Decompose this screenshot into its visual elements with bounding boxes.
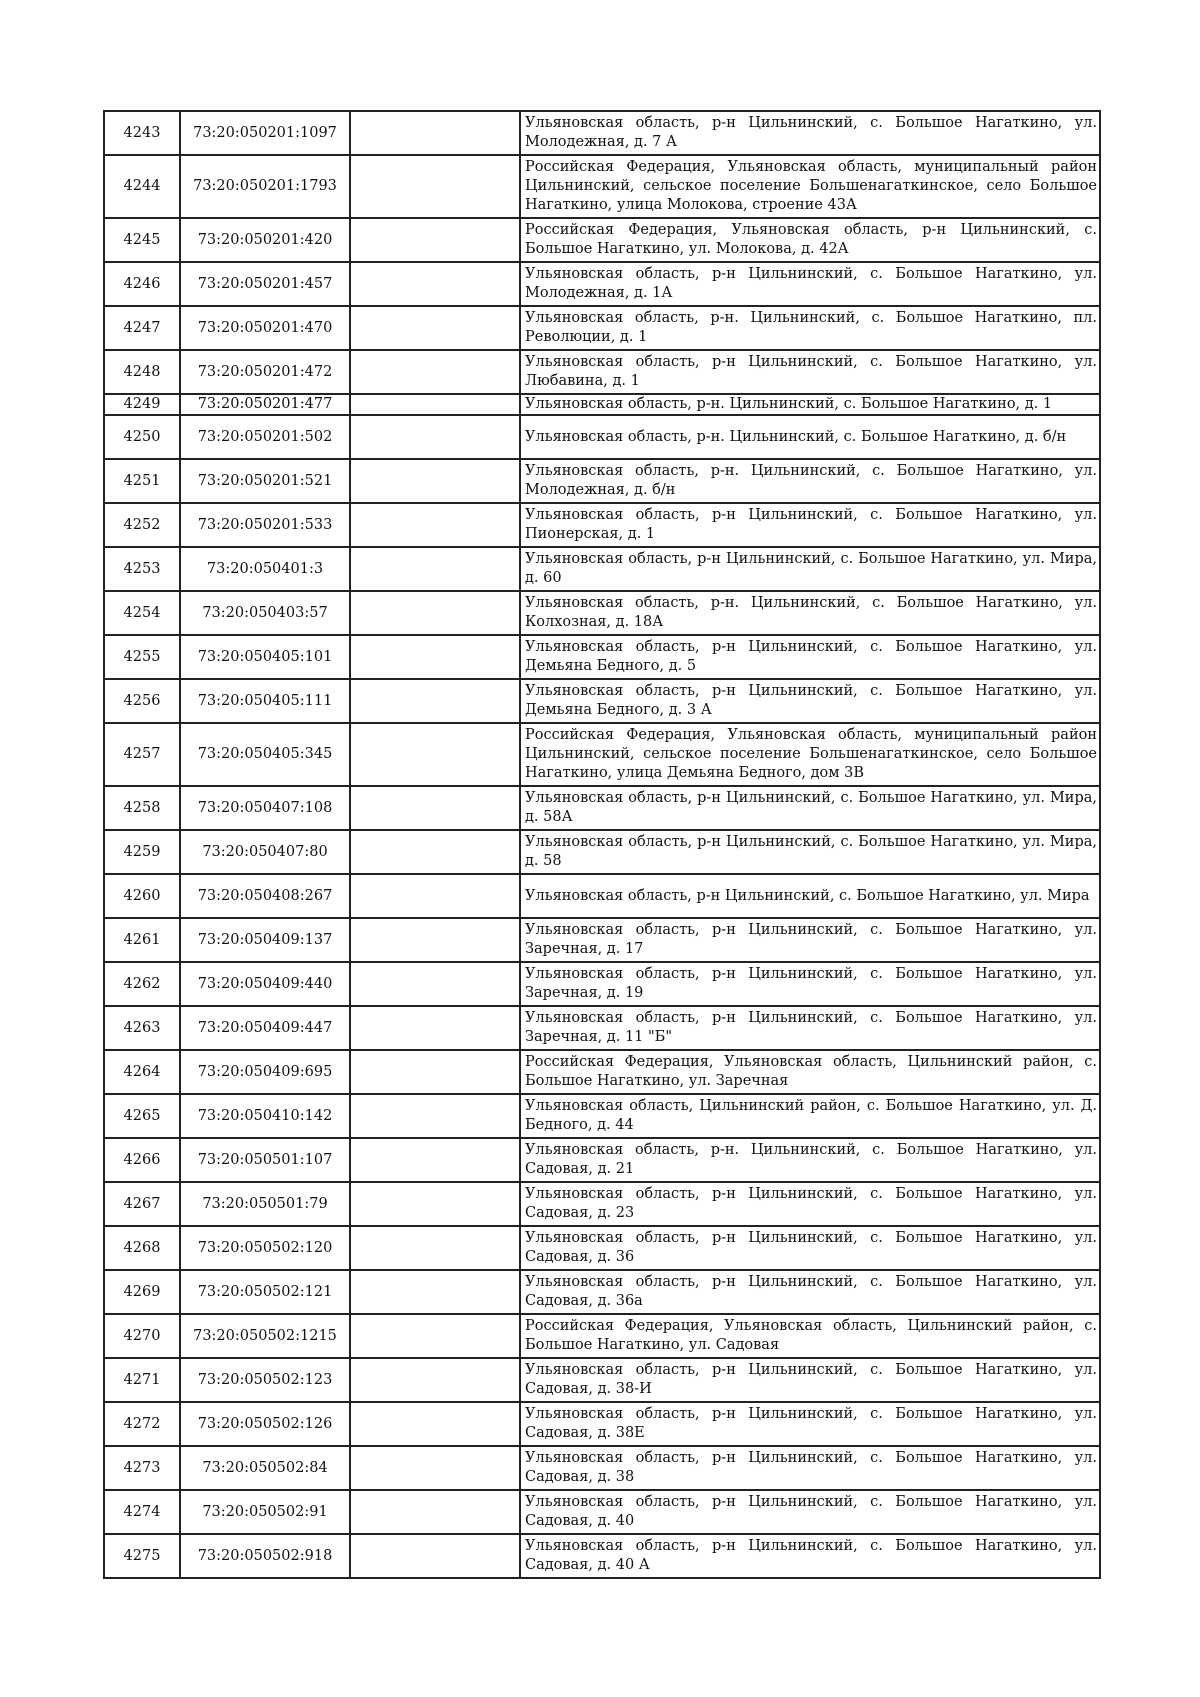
address-cell: Ульяновская область, р-н Цильнинский, с. Большое Нагаткино, ул. Заречная, д. 19 — [520, 962, 1100, 1006]
cadastral-number-cell: 73:20:050409:695 — [180, 1050, 350, 1094]
address-cell: Ульяновская область, р-н Цильнинский, с. Большое Нагаткино, ул. Мира — [520, 874, 1100, 918]
row-number-cell: 4266 — [104, 1138, 180, 1182]
cadastral-number-cell: 73:20:050502:84 — [180, 1446, 350, 1490]
empty-cell — [350, 962, 520, 1006]
cadastral-number-cell: 73:20:050409:447 — [180, 1006, 350, 1050]
table-row — [104, 155, 1100, 218]
table-row — [104, 1270, 1100, 1314]
table-row — [104, 1138, 1100, 1182]
empty-cell — [350, 1358, 520, 1402]
empty-cell — [350, 503, 520, 547]
empty-cell — [350, 547, 520, 591]
table-row — [104, 415, 1100, 459]
address-cell: Ульяновская область, р-н Цильнинский, с. Большое Нагаткино, ул. Заречная, д. 17 — [520, 918, 1100, 962]
address-cell: Ульяновская область, р-н Цильнинский, с. Большое Нагаткино, ул. Демьяна Бедного, д. 3 А — [520, 679, 1100, 723]
address-cell: Ульяновская область, р-н Цильнинский, с. Большое Нагаткино, ул. Садовая, д. 23 — [520, 1182, 1100, 1226]
address-cell: Российская Федерация, Ульяновская область, Цильнинский район, с. Большое Нагаткино, ул. Заречная — [520, 1050, 1100, 1094]
table-row — [104, 786, 1100, 830]
empty-cell — [350, 1138, 520, 1182]
property-registry-table — [103, 110, 1101, 1579]
cadastral-number-cell: 73:20:050201:472 — [180, 350, 350, 394]
empty-cell — [350, 1226, 520, 1270]
row-number-cell: 4271 — [104, 1358, 180, 1402]
table-row — [104, 218, 1100, 262]
empty-cell — [350, 1094, 520, 1138]
row-number-cell: 4243 — [104, 111, 180, 155]
table-row — [104, 723, 1100, 786]
table-row — [104, 1182, 1100, 1226]
table-row — [104, 1534, 1100, 1578]
empty-cell — [350, 723, 520, 786]
empty-cell — [350, 679, 520, 723]
cadastral-number-cell: 73:20:050401:3 — [180, 547, 350, 591]
table-row — [104, 679, 1100, 723]
row-number-cell: 4275 — [104, 1534, 180, 1578]
table-row — [104, 1314, 1100, 1358]
row-number-cell: 4264 — [104, 1050, 180, 1094]
cadastral-number-cell: 73:20:050410:142 — [180, 1094, 350, 1138]
table-row — [104, 1050, 1100, 1094]
cadastral-number-cell: 73:20:050405:111 — [180, 679, 350, 723]
table-row — [104, 1094, 1100, 1138]
cadastral-number-cell: 73:20:050501:79 — [180, 1182, 350, 1226]
cadastral-number-cell: 73:20:050201:521 — [180, 459, 350, 503]
empty-cell — [350, 1446, 520, 1490]
row-number-cell: 4274 — [104, 1490, 180, 1534]
address-cell: Ульяновская область, р-н Цильнинский, с. Большое Нагаткино, ул. Садовая, д. 38 — [520, 1446, 1100, 1490]
empty-cell — [350, 1270, 520, 1314]
cadastral-number-cell: 73:20:050201:420 — [180, 218, 350, 262]
row-number-cell: 4258 — [104, 786, 180, 830]
registry-table-body — [104, 111, 1100, 1578]
empty-cell — [350, 350, 520, 394]
table-row — [104, 635, 1100, 679]
cadastral-number-cell: 73:20:050502:91 — [180, 1490, 350, 1534]
table-row — [104, 1006, 1100, 1050]
address-cell: Ульяновская область, Цильнинский район, с. Большое Нагаткино, ул. Д. Бедного, д. 44 — [520, 1094, 1100, 1138]
address-cell: Ульяновская область, р-н Цильнинский, с. Большое Нагаткино, ул. Демьяна Бедного, д. 5 — [520, 635, 1100, 679]
address-cell: Российская Федерация, Ульяновская область, р-н Цильнинский, с. Большое Нагаткино, ул. Молокова, д. 42А — [520, 218, 1100, 262]
row-number-cell: 4252 — [104, 503, 180, 547]
table-row — [104, 306, 1100, 350]
row-number-cell: 4247 — [104, 306, 180, 350]
row-number-cell: 4254 — [104, 591, 180, 635]
cadastral-number-cell: 73:20:050201:470 — [180, 306, 350, 350]
empty-cell — [350, 1006, 520, 1050]
cadastral-number-cell: 73:20:050502:120 — [180, 1226, 350, 1270]
row-number-cell: 4265 — [104, 1094, 180, 1138]
row-number-cell: 4251 — [104, 459, 180, 503]
address-cell: Российская Федерация, Ульяновская область, муниципальный район Цильнинский, сельское поселение Большенагаткинское, село Большое Нагаткино, улица Демьяна Бедного, дом 3В — [520, 723, 1100, 786]
empty-cell — [350, 155, 520, 218]
address-cell: Ульяновская область, р-н Цильнинский, с. Большое Нагаткино, ул. Мира, д. 60 — [520, 547, 1100, 591]
empty-cell — [350, 459, 520, 503]
address-cell: Ульяновская область, р-н. Цильнинский, с. Большое Нагаткино, ул. Колхозная, д. 18А — [520, 591, 1100, 635]
row-number-cell: 4244 — [104, 155, 180, 218]
row-number-cell: 4250 — [104, 415, 180, 459]
table-row — [104, 262, 1100, 306]
row-number-cell: 4256 — [104, 679, 180, 723]
table-row — [104, 1358, 1100, 1402]
row-number-cell: 4273 — [104, 1446, 180, 1490]
address-cell: Ульяновская область, р-н. Цильнинский, с. Большое Нагаткино, ул. Молодежная, д. б/н — [520, 459, 1100, 503]
address-cell: Ульяновская область, р-н Цильнинский, с. Большое Нагаткино, ул. Молодежная, д. 7 А — [520, 111, 1100, 155]
row-number-cell: 4248 — [104, 350, 180, 394]
address-cell: Ульяновская область, р-н Цильнинский, с. Большое Нагаткино, ул. Молодежная, д. 1А — [520, 262, 1100, 306]
cadastral-number-cell: 73:20:050409:440 — [180, 962, 350, 1006]
row-number-cell: 4268 — [104, 1226, 180, 1270]
table-row — [104, 918, 1100, 962]
cadastral-number-cell: 73:20:050409:137 — [180, 918, 350, 962]
cadastral-number-cell: 73:20:050405:101 — [180, 635, 350, 679]
cadastral-number-cell: 73:20:050403:57 — [180, 591, 350, 635]
row-number-cell: 4261 — [104, 918, 180, 962]
empty-cell — [350, 918, 520, 962]
table-row — [104, 111, 1100, 155]
table-row — [104, 1490, 1100, 1534]
cadastral-number-cell: 73:20:050408:267 — [180, 874, 350, 918]
address-cell: Ульяновская область, р-н. Цильнинский, с. Большое Нагаткино, пл. Революции, д. 1 — [520, 306, 1100, 350]
table-row — [104, 591, 1100, 635]
row-number-cell: 4272 — [104, 1402, 180, 1446]
empty-cell — [350, 262, 520, 306]
table-row — [104, 1226, 1100, 1270]
table-row — [104, 874, 1100, 918]
empty-cell — [350, 1314, 520, 1358]
table-row — [104, 962, 1100, 1006]
row-number-cell: 4253 — [104, 547, 180, 591]
table-row — [104, 459, 1100, 503]
empty-cell — [350, 874, 520, 918]
empty-cell — [350, 1182, 520, 1226]
cadastral-number-cell: 73:20:050201:502 — [180, 415, 350, 459]
table-row — [104, 503, 1100, 547]
address-cell: Ульяновская область, р-н Цильнинский, с. Большое Нагаткино, ул. Садовая, д. 36а — [520, 1270, 1100, 1314]
cadastral-number-cell: 73:20:050502:1215 — [180, 1314, 350, 1358]
row-number-cell: 4245 — [104, 218, 180, 262]
address-cell: Ульяновская область, р-н. Цильнинский, с. Большое Нагаткино, д. 1 — [520, 394, 1100, 415]
address-cell: Ульяновская область, р-н Цильнинский, с. Большое Нагаткино, ул. Заречная, д. 11 "Б" — [520, 1006, 1100, 1050]
row-number-cell: 4246 — [104, 262, 180, 306]
empty-cell — [350, 394, 520, 415]
cadastral-number-cell: 73:20:050502:123 — [180, 1358, 350, 1402]
row-number-cell: 4260 — [104, 874, 180, 918]
empty-cell — [350, 111, 520, 155]
cadastral-number-cell: 73:20:050201:1793 — [180, 155, 350, 218]
address-cell: Ульяновская область, р-н Цильнинский, с. Большое Нагаткино, ул. Садовая, д. 38Е — [520, 1402, 1100, 1446]
empty-cell — [350, 786, 520, 830]
row-number-cell: 4259 — [104, 830, 180, 874]
empty-cell — [350, 830, 520, 874]
table-row — [104, 1446, 1100, 1490]
table-row — [104, 394, 1100, 415]
empty-cell — [350, 306, 520, 350]
address-cell: Ульяновская область, р-н Цильнинский, с. Большое Нагаткино, ул. Садовая, д. 36 — [520, 1226, 1100, 1270]
cadastral-number-cell: 73:20:050407:108 — [180, 786, 350, 830]
empty-cell — [350, 218, 520, 262]
table-row — [104, 547, 1100, 591]
row-number-cell: 4257 — [104, 723, 180, 786]
address-cell: Ульяновская область, р-н Цильнинский, с. Большое Нагаткино, ул. Садовая, д. 40 А — [520, 1534, 1100, 1578]
empty-cell — [350, 415, 520, 459]
cadastral-number-cell: 73:20:050407:80 — [180, 830, 350, 874]
empty-cell — [350, 635, 520, 679]
cadastral-number-cell: 73:20:050502:918 — [180, 1534, 350, 1578]
row-number-cell: 4263 — [104, 1006, 180, 1050]
cadastral-number-cell: 73:20:050502:121 — [180, 1270, 350, 1314]
row-number-cell: 4269 — [104, 1270, 180, 1314]
row-number-cell: 4270 — [104, 1314, 180, 1358]
table-row — [104, 350, 1100, 394]
address-cell: Ульяновская область, р-н. Цильнинский, с. Большое Нагаткино, ул. Садовая, д. 21 — [520, 1138, 1100, 1182]
address-cell: Ульяновская область, р-н Цильнинский, с. Большое Нагаткино, ул. Садовая, д. 40 — [520, 1490, 1100, 1534]
address-cell: Ульяновская область, р-н Цильнинский, с. Большое Нагаткино, ул. Мира, д. 58 — [520, 830, 1100, 874]
address-cell: Ульяновская область, р-н Цильнинский, с. Большое Нагаткино, ул. Пионерская, д. 1 — [520, 503, 1100, 547]
address-cell: Российская Федерация, Ульяновская область, Цильнинский район, с. Большое Нагаткино, ул. Садовая — [520, 1314, 1100, 1358]
row-number-cell: 4262 — [104, 962, 180, 1006]
row-number-cell: 4267 — [104, 1182, 180, 1226]
table-row — [104, 830, 1100, 874]
address-cell: Ульяновская область, р-н Цильнинский, с. Большое Нагаткино, ул. Садовая, д. 38-И — [520, 1358, 1100, 1402]
address-cell: Ульяновская область, р-н Цильнинский, с. Большое Нагаткино, ул. Любавина, д. 1 — [520, 350, 1100, 394]
address-cell: Ульяновская область, р-н. Цильнинский, с. Большое Нагаткино, д. б/н — [520, 415, 1100, 459]
empty-cell — [350, 1050, 520, 1094]
cadastral-number-cell: 73:20:050405:345 — [180, 723, 350, 786]
cadastral-number-cell: 73:20:050201:477 — [180, 394, 350, 415]
cadastral-number-cell: 73:20:050201:533 — [180, 503, 350, 547]
empty-cell — [350, 591, 520, 635]
cadastral-number-cell: 73:20:050201:457 — [180, 262, 350, 306]
cadastral-number-cell: 73:20:050502:126 — [180, 1402, 350, 1446]
row-number-cell: 4255 — [104, 635, 180, 679]
address-cell: Ульяновская область, р-н Цильнинский, с. Большое Нагаткино, ул. Мира, д. 58А — [520, 786, 1100, 830]
row-number-cell: 4249 — [104, 394, 180, 415]
table-row — [104, 1402, 1100, 1446]
empty-cell — [350, 1490, 520, 1534]
empty-cell — [350, 1402, 520, 1446]
empty-cell — [350, 1534, 520, 1578]
cadastral-number-cell: 73:20:050501:107 — [180, 1138, 350, 1182]
address-cell: Российская Федерация, Ульяновская область, муниципальный район Цильнинский, сельское поселение Большенагаткинское, село Большое Нагаткино, улица Молокова, строение 43А — [520, 155, 1100, 218]
cadastral-number-cell: 73:20:050201:1097 — [180, 111, 350, 155]
